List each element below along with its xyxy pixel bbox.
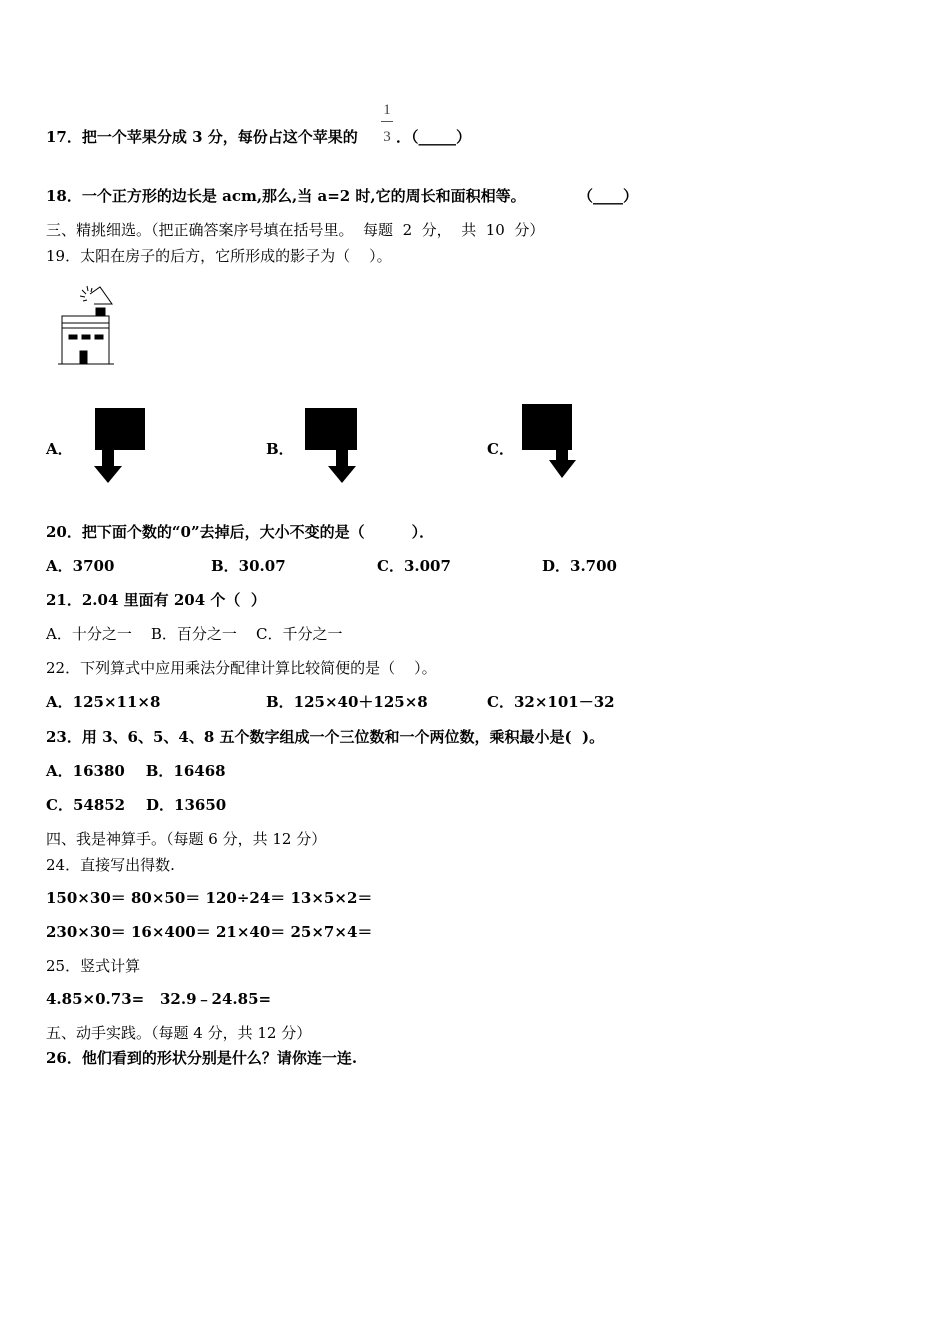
q24-row-1: 150×30＝ 80×50＝ 120÷24＝ 13×5×2＝	[46, 889, 373, 907]
house-with-sun-image	[56, 284, 118, 368]
section-5-heading: 五、动手实践。（每题 4 分，共 12 分）	[46, 1024, 312, 1042]
q19-option-b-label: B．	[266, 440, 294, 458]
q25-text: 25．竖式计算	[46, 957, 141, 975]
q23-options-row-1: A．16380 B．16468	[46, 762, 226, 780]
q21-text: 21．2.04 里面有 204 个（ ）	[46, 591, 266, 609]
q22-option-c: C．32×101－32	[487, 693, 615, 711]
q26-text: 26．他们看到的形状分别是什么？请你连一连.	[46, 1049, 358, 1067]
q21-options: A．十分之一 B．百分之一 C．千分之一	[46, 625, 343, 643]
fraction-numerator: 1	[383, 102, 391, 118]
q20-text: 20．把下面个数的“0”去掉后，大小不变的是（ ）．	[46, 523, 435, 541]
q25-expression-2: 32.9﹣24.85=	[160, 990, 272, 1008]
shadow-option-b-image	[302, 406, 362, 486]
q20-option-c: C．3.007	[377, 557, 451, 575]
fraction-bar	[381, 121, 393, 122]
q25-expression-1: 4.85×0.73=	[46, 990, 145, 1008]
q23-options-row-2: C．54852 D．13650	[46, 796, 227, 814]
shadow-option-a-image	[92, 406, 148, 486]
q24-text: 24．直接写出得数.	[46, 856, 175, 874]
q18-blank: （____）	[578, 187, 639, 205]
shadow-option-c-image	[520, 402, 580, 482]
q22-option-a: A．125×11×8	[46, 693, 161, 711]
section-3-heading: 三、精挑细选。（把正确答案序号填在括号里。 每题 2 分， 共 10 分）	[46, 221, 545, 239]
q24-row-2: 230×30＝ 16×400＝ 21×40＝ 25×7×4＝	[46, 923, 373, 941]
q17-text: 17．把一个苹果分成 3 分，每份占这个苹果的	[46, 128, 358, 146]
q22-option-b: B．125×40＋125×8	[266, 693, 428, 711]
q19-option-c-label: C．	[487, 440, 514, 458]
q20-option-b: B．30.07	[211, 557, 286, 575]
q23-text: 23．用 3、6、5、4、8 五个数字组成一个三位数和一个两位数，乘积最小是( )。	[46, 728, 605, 746]
q17-blank: ．（_____）	[396, 128, 472, 146]
q20-option-a: A．3700	[46, 557, 115, 575]
q20-option-d: D．3.700	[542, 557, 617, 575]
q19-text: 19．太阳在房子的后方，它所形成的影子为（ ）。	[46, 247, 392, 265]
fraction-denominator: 3	[383, 129, 391, 145]
q22-text: 22．下列算式中应用乘法分配律计算比较简便的是（ ）。	[46, 659, 437, 677]
section-4-heading: 四、我是神算手。（每题 6 分，共 12 分）	[46, 830, 327, 848]
q18-text: 18．一个正方形的边长是 acm,那么,当 a=2 时,它的周长和面积相等。	[46, 187, 526, 205]
q19-option-a-label: A．	[46, 440, 73, 458]
